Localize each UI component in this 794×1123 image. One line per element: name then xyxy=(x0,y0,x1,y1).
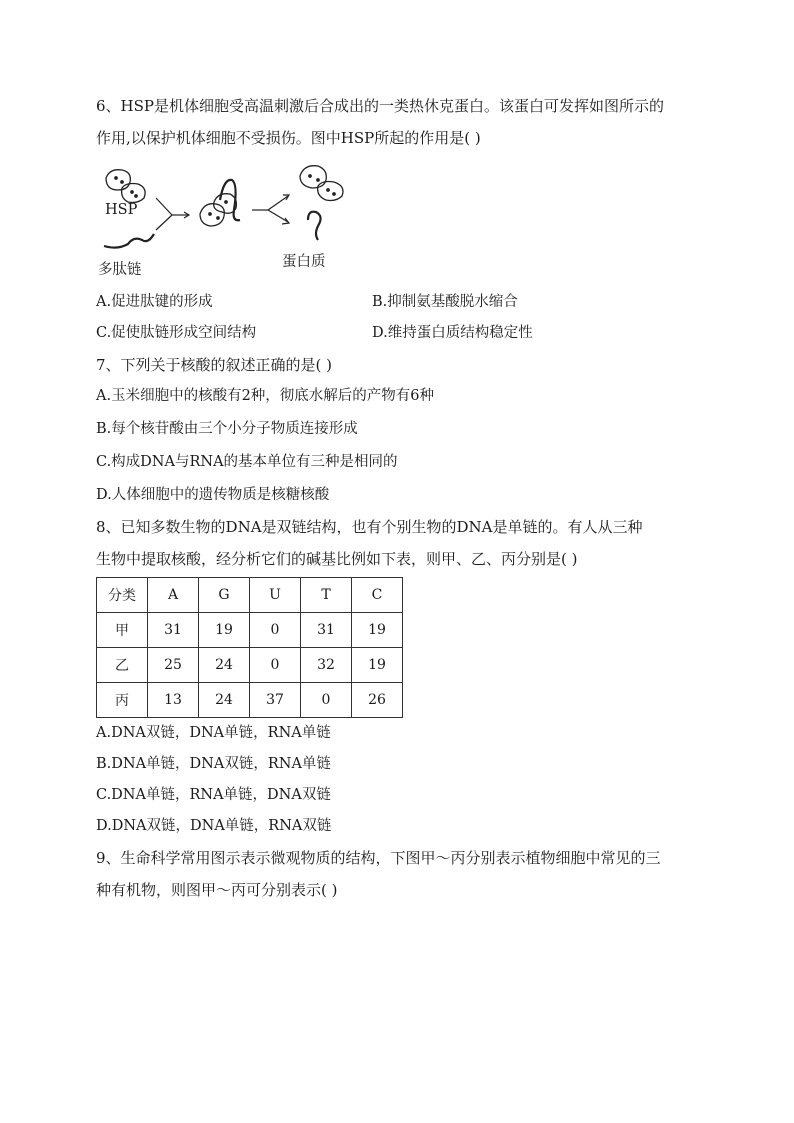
protein-label: 蛋白质 xyxy=(282,254,326,270)
q6-option-b: B.抑制氨基酸脱水缩合 xyxy=(372,294,518,310)
table-cell: 31 xyxy=(148,613,199,648)
q7-option-d: D.人体细胞中的遗传物质是核糖核酸 xyxy=(96,487,330,503)
q9-stem-line1: 9、生命科学常用图示表示微观物质的结构，下图甲～丙分别表示植物细胞中常见的三 xyxy=(96,849,661,867)
table-cell: 丙 xyxy=(97,683,148,718)
q7-stem: 7、下列关于核酸的叙述正确的是( ) xyxy=(96,356,333,374)
polypeptide-label: 多肽链 xyxy=(98,262,142,278)
table-row xyxy=(97,613,403,648)
table-cell: 甲 xyxy=(97,613,148,648)
table-header-cell: C xyxy=(352,578,403,613)
q7-option-a: A.玉米细胞中的核酸有2种，彻底水解后的产物有6种 xyxy=(96,388,435,404)
released-hsp-icon xyxy=(300,166,343,201)
table-cell: 25 xyxy=(148,648,199,683)
diverge-arrow-icon xyxy=(252,195,289,224)
table-cell: 37 xyxy=(250,683,301,718)
table-cell: 19 xyxy=(352,648,403,683)
q6-stem-line1: 6、HSP是机体细胞受高温刺激后合成出的一类热休克蛋白。该蛋白可发挥如图所示的 xyxy=(96,97,664,115)
table-cell: 24 xyxy=(199,648,250,683)
hsp-figure xyxy=(96,160,396,285)
table-cell: 0 xyxy=(301,683,352,718)
table-cell: 13 xyxy=(148,683,199,718)
q8-stem-line2: 生物中提取核酸，经分析它们的碱基比例如下表，则甲、乙、丙分别是( ) xyxy=(96,550,578,568)
q9-stem-line2: 种有机物，则图甲～丙可分别表示( ) xyxy=(96,881,338,899)
folded-protein-icon xyxy=(308,212,321,240)
q7-option-b: B.每个核苷酸由三个小分子物质连接形成 xyxy=(96,421,358,437)
table-header-cell: T xyxy=(301,578,352,613)
table-cell: 0 xyxy=(250,613,301,648)
q8-option-a: A.DNA双链，DNA单链，RNA单链 xyxy=(96,725,331,741)
q8-option-d: D.DNA双链，DNA单链，RNA双链 xyxy=(96,818,332,834)
table-cell: 0 xyxy=(250,648,301,683)
q8-stem-line1: 8、已知多数生物的DNA是双链结构，也有个别生物的DNA是单链的。有人从三种 xyxy=(96,518,643,536)
table-row xyxy=(97,648,403,683)
q8-option-c: C.DNA单链，RNA单链，DNA双链 xyxy=(96,787,331,803)
table-header-cell: A xyxy=(148,578,199,613)
table-header-cell: U xyxy=(250,578,301,613)
table-cell: 31 xyxy=(301,613,352,648)
q6-option-d: D.维持蛋白质结构稳定性 xyxy=(372,325,533,341)
table-row xyxy=(97,683,403,718)
table-cell: 32 xyxy=(301,648,352,683)
q8-option-b: B.DNA单链，DNA双链，RNA单链 xyxy=(96,756,331,772)
converge-arrow-icon xyxy=(156,198,189,230)
table-cell: 19 xyxy=(352,613,403,648)
hsp-cluster-icon xyxy=(106,170,145,203)
polypeptide-chain-icon xyxy=(104,234,154,248)
table-header-cell: 分类 xyxy=(97,578,148,613)
table-header-row xyxy=(97,578,403,613)
q6-stem-line2: 作用,以保护机体细胞不受损伤。图中HSP所起的作用是( ) xyxy=(96,129,481,147)
table-cell: 24 xyxy=(199,683,250,718)
q7-option-c: C.构成DNA与RNA的基本单位有三种是相同的 xyxy=(96,454,398,470)
table-cell: 乙 xyxy=(97,648,148,683)
base-ratio-table xyxy=(96,577,403,718)
hsp-label: HSP xyxy=(105,202,138,218)
table-cell: 19 xyxy=(199,613,250,648)
table-header-cell: G xyxy=(199,578,250,613)
q6-option-a: A.促进肽键的形成 xyxy=(96,294,213,310)
hsp-complex-icon xyxy=(200,180,240,226)
table-cell: 26 xyxy=(352,683,403,718)
q6-option-c: C.促使肽链形成空间结构 xyxy=(96,325,257,341)
